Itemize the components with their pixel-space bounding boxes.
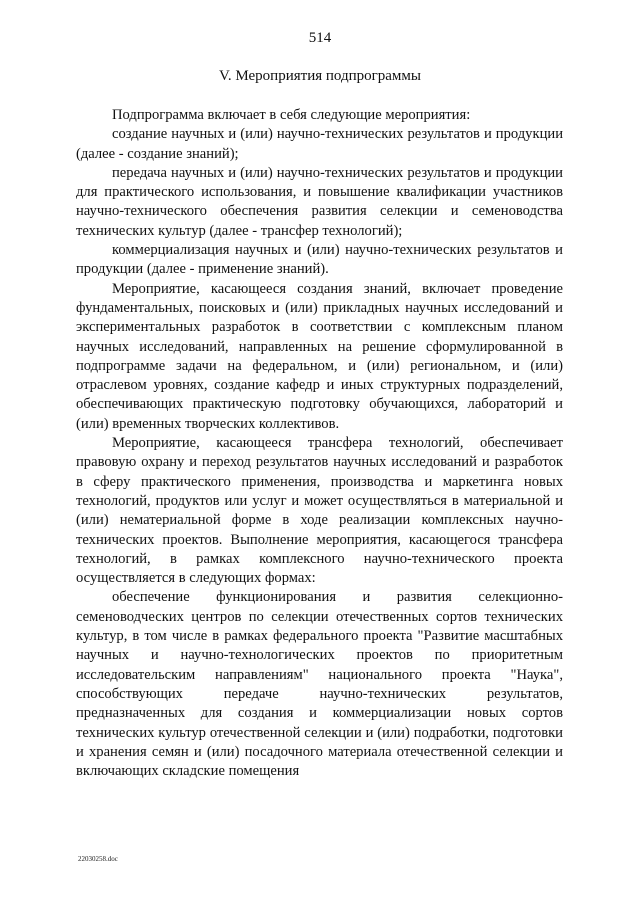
page-number: 514 [308, 30, 332, 46]
paragraph-item-commercialization: коммерциализация научных и (или) научно-технических результатов и продукции (далее - применение знаний). [76, 242, 563, 278]
paragraph-knowledge-creation-details: Мероприятие, касающееся создания знаний, включает проведение фундаментальных, поисковых и (или) прикладных научных исследований и экспериментальных разработок в соответствии с комплексным планом научных исследований, направленных на решение сформулированной в подпрограмме задачи на федеральном, и (или) региональном, и (или) отраслевом уровнях, создание кафедр и иных структурных подразделений, обеспечивающих практическую подготовку обучающихся, лабораторий и (или) временных творческих коллективов. [76, 280, 563, 432]
paragraph-intro: Подпрограмма включает в себя следующие мероприятия: [112, 107, 471, 123]
document-body [76, 106, 563, 781]
paragraph-technology-transfer-details: Мероприятие, касающееся трансфера технологий, обеспечивает правовую охрану и переход результатов научных исследований и разработок в сферу практического применения, производства и маркетинга новых технологий, продуктов или услуг и может осуществляться в материальной и (или) нематериальной форме в ходе реализации комплексных научно-технических проектов. Выполнение мероприятия, касающегося трансфера технологий, в рамках комплексного научно-технического проекта осуществляется в следующих формах: [76, 435, 563, 587]
paragraph-item-technology-transfer: передача научных и (или) научно-технических результатов и продукции для практического использования, и повышение квалификации участников научно-технического обеспечения развития селекции и семеноводства технических культур (далее - трансфер технологий); [76, 164, 563, 239]
paragraph-form-seed-centers: обеспечение функционирования и развития селекционно-семеноводческих центров по селекции отечественных сортов технических культур, в том числе в рамках федерального проекта "Развитие масштабных научных и научно-технологических проектов по приоритетным исследовательским направлениям" национального проекта "Наука", способствующих передаче научно-технических результатов, предназначенных для создания и коммерциализации новых сортов технических культур отечественной селекции и (или) подработки, подготовки и хранения семян и (или) посадочного материала отечественной селекции и включающих складские помещения [76, 589, 563, 780]
document-file-code: 22030258.doc [78, 855, 118, 863]
section-title: V. Мероприятия подпрограммы [218, 68, 421, 84]
paragraph-item-knowledge-creation: создание научных и (или) научно-технических результатов и продукции (далее - создание знаний); [76, 126, 563, 162]
